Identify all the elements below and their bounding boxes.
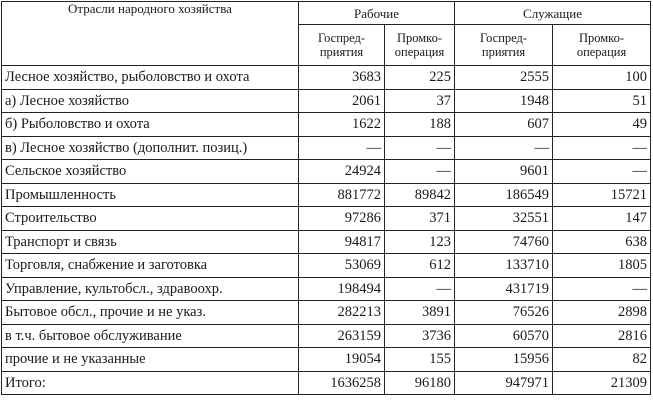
statistics-table-page — [1, 1, 652, 404]
value-cell: 76526 — [455, 301, 553, 325]
value-cell: 263159 — [299, 324, 385, 348]
table-row — [2, 113, 651, 137]
value-cell: 431719 — [455, 277, 553, 301]
value-cell: 3736 — [385, 324, 455, 348]
total-row — [2, 371, 651, 395]
value-cell: — — [553, 136, 651, 160]
workers-employees-table — [1, 1, 651, 395]
branch-name-cell: Лесное хозяйство, рыболовство и охота — [2, 66, 299, 90]
value-cell: 74760 — [455, 230, 553, 254]
table-row — [2, 277, 651, 301]
value-cell: 133710 — [455, 254, 553, 278]
table-row — [2, 183, 651, 207]
value-cell: 96180 — [385, 371, 455, 395]
table-row — [2, 89, 651, 113]
workers-group-header: Рабочие — [299, 2, 455, 25]
value-cell: — — [385, 160, 455, 184]
employees-cooperation-header: Промко- операция — [553, 25, 651, 66]
table-row — [2, 160, 651, 184]
value-cell: 82 — [553, 348, 651, 372]
value-cell: 198494 — [299, 277, 385, 301]
branch-name-cell: Транспорт и связь — [2, 230, 299, 254]
value-cell: 97286 — [299, 207, 385, 231]
value-cell: 186549 — [455, 183, 553, 207]
branch-name-cell: а) Лесное хозяйство — [2, 89, 299, 113]
value-cell: — — [553, 277, 651, 301]
value-cell: 638 — [553, 230, 651, 254]
value-cell: 51 — [553, 89, 651, 113]
branch-name-cell: в) Лесное хозяйство (дополнит. позиц.) — [2, 136, 299, 160]
branch-name-cell: Торговля, снабжение и заготовка — [2, 254, 299, 278]
value-cell: 881772 — [299, 183, 385, 207]
branch-name-cell: Управление, культобсл., здравоохр. — [2, 277, 299, 301]
value-cell: — — [385, 136, 455, 160]
value-cell: 612 — [385, 254, 455, 278]
table-row — [2, 207, 651, 231]
branch-name-cell: в т.ч. бытовое обслуживание — [2, 324, 299, 348]
employees-state-enterprises-header: Госпред- приятия — [455, 25, 553, 66]
value-cell: 2898 — [553, 301, 651, 325]
branch-name-cell: Сельское хозяйство — [2, 160, 299, 184]
value-cell: 89842 — [385, 183, 455, 207]
workers-cooperation-header: Промко- операция — [385, 25, 455, 66]
branch-column-header: Отрасли народного хозяйства — [2, 2, 299, 66]
table-body — [2, 66, 651, 395]
value-cell: 3683 — [299, 66, 385, 90]
value-cell: 94817 — [299, 230, 385, 254]
value-cell: 1622 — [299, 113, 385, 137]
value-cell: 225 — [385, 66, 455, 90]
value-cell: 49 — [553, 113, 651, 137]
table-row — [2, 230, 651, 254]
branch-name-cell: Строительство — [2, 207, 299, 231]
value-cell: — — [299, 136, 385, 160]
value-cell: 37 — [385, 89, 455, 113]
employees-group-header: Служащие — [455, 2, 651, 25]
value-cell: 1636258 — [299, 371, 385, 395]
value-cell: 1948 — [455, 89, 553, 113]
value-cell: — — [553, 160, 651, 184]
value-cell: 147 — [553, 207, 651, 231]
value-cell: 2061 — [299, 89, 385, 113]
table-row — [2, 301, 651, 325]
value-cell: 123 — [385, 230, 455, 254]
value-cell: 947971 — [455, 371, 553, 395]
value-cell: 15721 — [553, 183, 651, 207]
table-row — [2, 254, 651, 278]
value-cell: 60570 — [455, 324, 553, 348]
value-cell: 24924 — [299, 160, 385, 184]
value-cell: 19054 — [299, 348, 385, 372]
table-row — [2, 348, 651, 372]
value-cell: 3891 — [385, 301, 455, 325]
branch-name-cell: б) Рыболовство и охота — [2, 113, 299, 137]
value-cell: 371 — [385, 207, 455, 231]
value-cell: 155 — [385, 348, 455, 372]
table-row — [2, 324, 651, 348]
value-cell: 1805 — [553, 254, 651, 278]
value-cell: — — [455, 136, 553, 160]
value-cell: 53069 — [299, 254, 385, 278]
value-cell: 15956 — [455, 348, 553, 372]
workers-state-enterprises-header: Госпред- приятия — [299, 25, 385, 66]
value-cell: 21309 — [553, 371, 651, 395]
value-cell: 607 — [455, 113, 553, 137]
table-row — [2, 66, 651, 90]
value-cell: 188 — [385, 113, 455, 137]
value-cell: 2555 — [455, 66, 553, 90]
value-cell: 9601 — [455, 160, 553, 184]
value-cell: 100 — [553, 66, 651, 90]
value-cell: 32551 — [455, 207, 553, 231]
table-row — [2, 136, 651, 160]
table-header — [2, 2, 651, 66]
value-cell: 282213 — [299, 301, 385, 325]
value-cell: — — [385, 277, 455, 301]
value-cell: 2816 — [553, 324, 651, 348]
branch-name-cell: прочие и не указанные — [2, 348, 299, 372]
branch-name-cell: Итого: — [2, 371, 299, 395]
branch-name-cell: Промышленность — [2, 183, 299, 207]
branch-name-cell: Бытовое обсл., прочие и не указ. — [2, 301, 299, 325]
